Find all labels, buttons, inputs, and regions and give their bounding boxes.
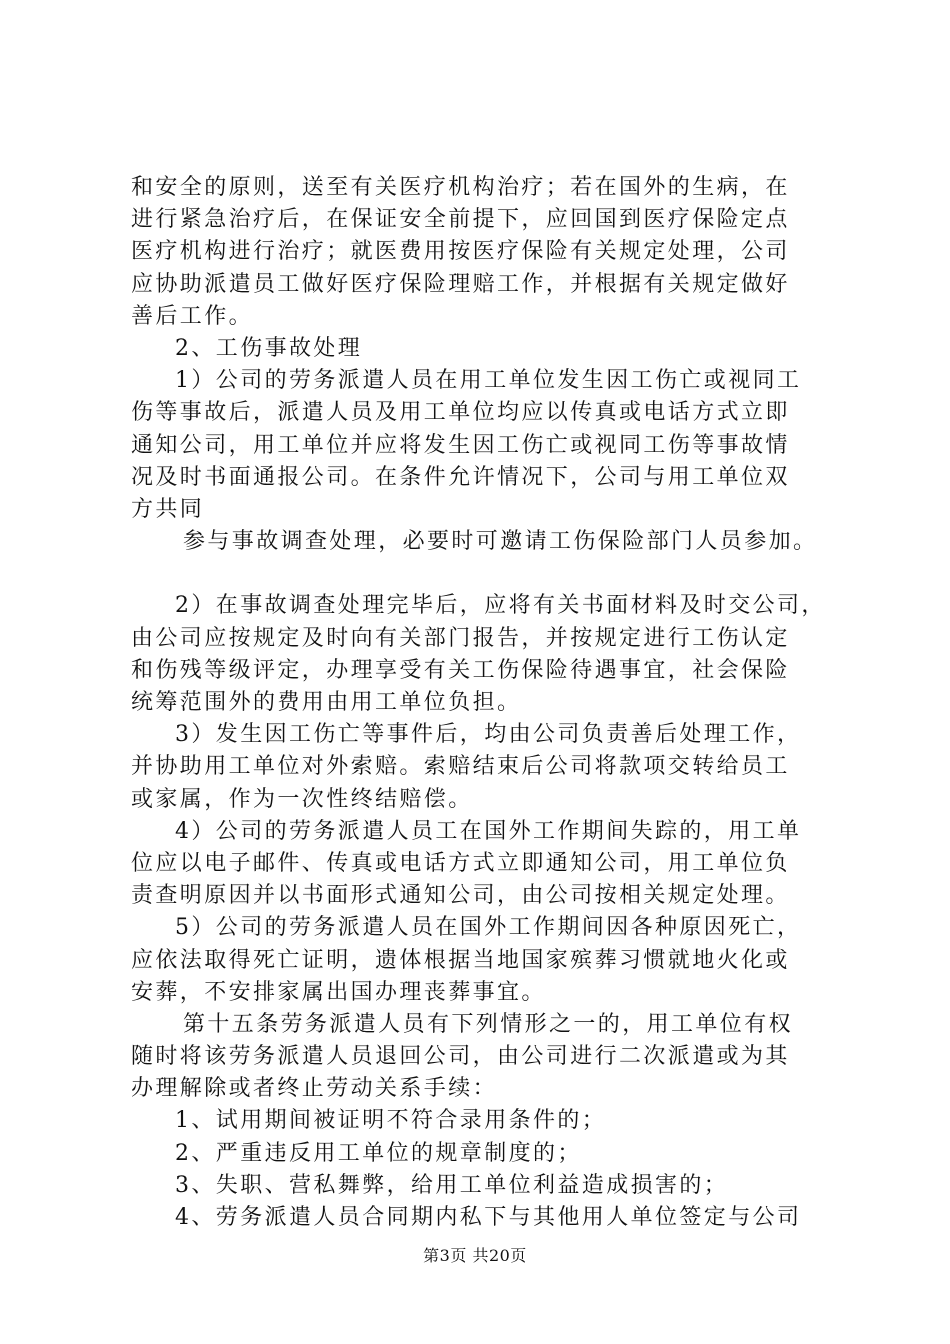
- text-line: 医疗机构进行治疗；就医费用按医疗保险有关规定处理，公司: [131, 239, 790, 265]
- text-line: 3）发生因工伤亡等事件后，均由公司负责善后处理工作，: [175, 722, 802, 748]
- text-line: 5）公司的劳务派遣人员在国外工作期间因各种原因死亡，: [175, 915, 802, 941]
- text-line: 或家属，作为一次性终结赔偿。: [131, 786, 473, 812]
- text-line: 并协助用工单位对外索赔。索赔结束后公司将款项交转给员工: [131, 754, 790, 780]
- text-line: 安葬，不安排家属出国办理丧葬事宜。: [131, 979, 546, 1005]
- text-line: 应协助派遣员工做好医疗保险理赔工作，并根据有关规定做好: [131, 271, 790, 297]
- text-line: 统筹范围外的费用由用工单位负担。: [131, 690, 522, 715]
- text-line: 和安全的原则，送至有关医疗机构治疗；若在国外的生病，在: [131, 175, 790, 200]
- list-item: 1、试用期间被证明不符合录用条件的；: [175, 1108, 607, 1134]
- text-line: 第十五条劳务派遣人员有下列情形之一的，用工单位有权: [183, 1011, 794, 1037]
- section-heading: 2、工伤事故处理: [175, 335, 363, 361]
- document-body: [131, 172, 851, 1234]
- text-line: 善后工作。: [131, 303, 254, 329]
- text-line: 2）在事故调查处理完毕后，应将有关书面材料及时交公司，: [175, 593, 826, 619]
- list-item: 4、劳务派遣人员合同期内私下与其他用人单位签定与公司: [175, 1205, 802, 1230]
- text-line: 办理解除或者终止劳动关系手续：: [131, 1076, 498, 1102]
- text-line: 由公司应按规定及时向有关部门报告，并按规定进行工伤认定: [131, 625, 790, 651]
- text-line: 方共同: [131, 496, 205, 522]
- text-line: 和伤残等级评定，办理享受有关工伤保险待遇事宜，社会保险: [131, 657, 790, 683]
- page-number: 第3页 共20页: [423, 1246, 527, 1265]
- text-line: 随时将该劳务派遣人员退回公司，由公司进行二次派遣或为其: [131, 1044, 790, 1070]
- text-line: 1）公司的劳务派遣人员在用工单位发生因工伤亡或视同工: [175, 368, 802, 394]
- list-item: 2、严重违反用工单位的规章制度的；: [175, 1140, 582, 1166]
- text-line: 通知公司，用工单位并应将发生因工伤亡或视同工伤等事故情: [131, 432, 790, 458]
- text-line: 4）公司的劳务派遣人员工在国外工作期间失踪的，用工单: [175, 818, 802, 844]
- text-line: 责查明原因并以书面形式通知公司，由公司按相关规定处理。: [131, 883, 790, 909]
- text-line: 位应以电子邮件、传真或电话方式立即通知公司，用工单位负: [131, 850, 790, 876]
- text-line: 参与事故调查处理，必要时可邀请工伤保险部门人员参加。: [183, 529, 818, 555]
- text-line: 况及时书面通报公司。在条件允许情况下，公司与用工单位双: [131, 464, 790, 490]
- text-line: 进行紧急治疗后，在保证安全前提下，应回国到医疗保险定点: [131, 207, 790, 233]
- text-line: 应依法取得死亡证明，遗体根据当地国家殡葬习惯就地火化或: [131, 947, 790, 973]
- blank-line: [131, 558, 851, 590]
- list-item: 3、失职、营私舞弊，给用工单位利益造成损害的；: [175, 1172, 729, 1198]
- text-line: 伤等事故后，派遣人员及用工单位均应以传真或电话方式立即: [131, 400, 790, 426]
